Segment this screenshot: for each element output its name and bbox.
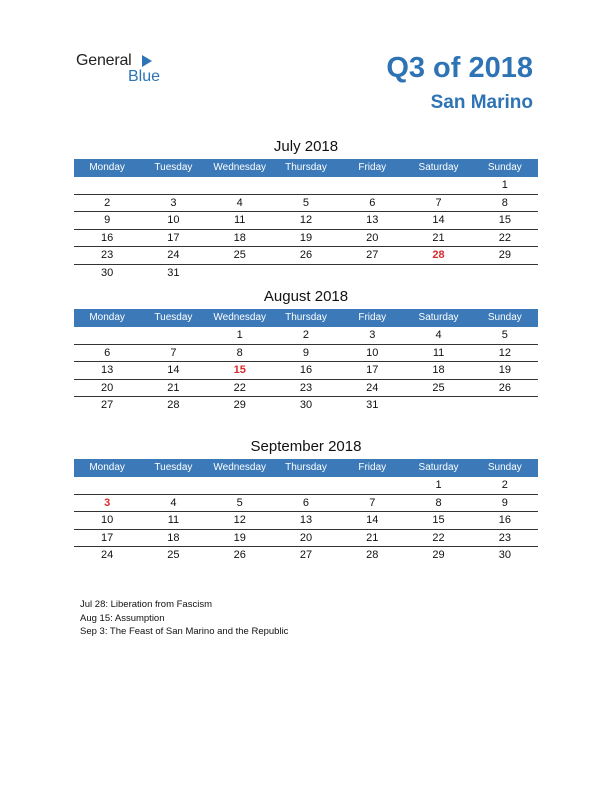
day-cell	[339, 177, 405, 194]
weekday-label: Saturday	[418, 312, 459, 323]
day-cell: 22	[432, 531, 445, 544]
day-cell: 8	[435, 496, 442, 509]
day-cell: 19	[299, 231, 313, 244]
day-cell: 21	[366, 531, 379, 544]
day-cell: 31	[366, 399, 379, 411]
day-cell: 23	[498, 531, 511, 544]
day-cell: 7	[369, 496, 376, 509]
day-cell: 5	[236, 496, 243, 509]
logo-text-general: General	[76, 52, 132, 69]
day-cell	[74, 477, 140, 494]
day-cell	[140, 477, 206, 494]
week-row	[74, 230, 538, 248]
day-cell: 13	[101, 364, 114, 376]
day-cell: 19	[498, 364, 511, 376]
weekday-label: Thursday	[285, 312, 327, 323]
day-cell: 10	[167, 214, 180, 226]
weekday-label: Monday	[89, 312, 125, 323]
day-cell: 17	[167, 231, 180, 244]
weekday-label: Monday	[89, 462, 125, 473]
day-cell	[140, 177, 206, 194]
weekday-label: Saturday	[418, 462, 459, 473]
page-title: Q3 of 2018	[386, 52, 533, 84]
day-cell: 29	[498, 249, 511, 261]
day-cell	[405, 265, 471, 283]
day-cell: 6	[369, 196, 376, 209]
day-cell	[405, 397, 471, 415]
weekday-label: Friday	[358, 162, 387, 173]
day-cell: 11	[233, 214, 246, 226]
day-cell: 20	[101, 381, 114, 394]
day-cell: 27	[299, 549, 313, 561]
weekday-header	[74, 159, 538, 177]
day-cell: 2	[501, 479, 508, 491]
day-cell: 30	[498, 549, 511, 561]
week-row	[74, 177, 538, 195]
day-cell: 15	[498, 214, 511, 226]
day-cell: 3	[104, 496, 111, 509]
country-name: San Marino	[430, 92, 533, 113]
day-cell: 18	[432, 364, 445, 376]
day-cell	[207, 177, 273, 194]
day-cell	[74, 327, 140, 344]
day-cell: 27	[366, 249, 379, 261]
day-cell: 20	[299, 531, 313, 544]
day-cell: 5	[501, 329, 508, 341]
day-cell: 21	[432, 231, 445, 244]
day-cell: 17	[366, 364, 379, 376]
day-cell: 16	[101, 231, 114, 244]
week-row	[74, 265, 538, 283]
day-cell: 3	[369, 329, 376, 341]
week-row	[74, 547, 538, 565]
day-cell: 7	[435, 196, 442, 209]
day-cell: 12	[233, 514, 246, 526]
weekday-label: Wednesday	[213, 312, 267, 323]
day-cell: 22	[233, 381, 246, 394]
day-cell: 21	[167, 381, 180, 394]
day-cell	[207, 477, 273, 494]
week-row	[74, 362, 538, 380]
day-cell: 23	[299, 381, 313, 394]
day-cell: 1	[435, 479, 442, 491]
day-cell: 17	[101, 531, 114, 544]
day-cell: 1	[501, 179, 508, 191]
day-cell: 10	[366, 346, 379, 359]
day-cell: 2	[302, 329, 310, 341]
holiday-note: Aug 15: Assumption	[80, 612, 165, 624]
weekday-label: Monday	[89, 162, 125, 173]
day-cell: 27	[101, 399, 114, 411]
day-cell	[207, 265, 273, 283]
week-row	[74, 380, 538, 398]
month-september	[74, 436, 538, 565]
week-row	[74, 212, 538, 230]
weekday-label: Tuesday	[154, 462, 193, 473]
day-cell: 26	[233, 549, 246, 561]
week-row	[74, 247, 538, 265]
logo-text-blue: Blue	[128, 68, 161, 85]
day-cell: 26	[299, 249, 313, 261]
day-cell: 6	[302, 496, 310, 509]
day-cell	[273, 265, 339, 283]
weekday-label: Sunday	[487, 162, 522, 173]
day-cell: 30	[101, 266, 114, 279]
month-title: August 2018	[263, 288, 349, 305]
day-cell	[140, 327, 206, 344]
week-row	[74, 397, 538, 415]
logo-flag-icon	[142, 55, 152, 67]
day-cell: 5	[302, 196, 310, 209]
month-july	[74, 136, 538, 282]
day-cell: 18	[167, 531, 180, 544]
weekday-label: Tuesday	[154, 312, 193, 323]
day-cell: 9	[501, 496, 508, 509]
day-cell: 16	[299, 364, 313, 376]
day-cell: 28	[167, 399, 180, 411]
weekday-label: Sunday	[487, 462, 522, 473]
day-cell: 8	[501, 196, 508, 209]
day-cell: 9	[302, 346, 310, 359]
day-cell: 30	[299, 399, 313, 411]
day-cell: 25	[233, 249, 246, 261]
day-cell: 4	[170, 496, 177, 509]
month-title: September 2018	[250, 438, 362, 455]
week-row	[74, 530, 538, 548]
day-cell: 24	[366, 381, 379, 394]
day-cell: 12	[498, 346, 511, 359]
day-cell: 15	[233, 364, 246, 376]
day-cell: 14	[432, 214, 445, 226]
day-cell: 4	[435, 329, 442, 341]
week-row	[74, 512, 538, 530]
weekday-label: Sunday	[487, 312, 522, 323]
day-cell: 22	[498, 231, 511, 244]
holiday-notes	[80, 598, 288, 639]
day-cell: 13	[299, 514, 313, 526]
weekday-label: Tuesday	[154, 162, 193, 173]
day-cell: 25	[167, 549, 180, 561]
day-cell	[405, 177, 471, 194]
day-cell: 23	[101, 249, 114, 261]
day-cell: 10	[101, 514, 114, 526]
day-cell: 11	[432, 346, 445, 359]
day-cell: 24	[101, 549, 114, 561]
day-cell: 1	[236, 329, 243, 341]
weekday-label: Friday	[358, 312, 387, 323]
day-cell	[339, 265, 405, 283]
day-cell	[472, 397, 538, 415]
month-title: July 2018	[273, 138, 339, 155]
day-cell: 28	[366, 549, 379, 561]
day-cell: 16	[498, 514, 511, 526]
day-cell: 15	[432, 514, 445, 526]
week-row	[74, 495, 538, 513]
day-cell: 9	[104, 214, 111, 226]
day-cell: 6	[104, 346, 111, 359]
day-cell: 13	[366, 214, 379, 226]
day-cell: 29	[233, 399, 246, 411]
day-cell: 14	[167, 364, 180, 376]
weekday-label: Wednesday	[213, 462, 267, 473]
day-cell: 18	[233, 231, 246, 244]
day-cell: 4	[236, 196, 243, 209]
day-cell: 2	[104, 196, 111, 209]
weekday-label: Thursday	[285, 462, 327, 473]
holiday-note: Jul 28: Liberation from Fascism	[80, 599, 212, 610]
week-row	[74, 195, 538, 213]
logo	[76, 52, 176, 88]
weekday-label: Thursday	[285, 162, 327, 173]
weekday-label: Saturday	[418, 162, 459, 173]
week-row	[74, 345, 538, 363]
day-cell: 3	[170, 196, 177, 209]
day-cell: 19	[233, 531, 246, 544]
day-cell	[472, 265, 538, 283]
week-row	[74, 327, 538, 345]
day-cell: 7	[170, 346, 177, 359]
day-cell: 20	[366, 231, 379, 244]
weekday-header	[74, 459, 538, 477]
day-cell: 29	[432, 549, 445, 561]
day-cell: 8	[236, 346, 243, 359]
day-cell	[273, 477, 339, 494]
day-cell: 28	[432, 249, 445, 261]
weekday-header	[74, 309, 538, 327]
day-cell: 25	[432, 381, 445, 394]
day-cell	[273, 177, 339, 194]
day-cell: 24	[167, 249, 180, 261]
day-cell: 14	[366, 514, 379, 526]
weekday-label: Friday	[358, 462, 387, 473]
week-row	[74, 477, 538, 495]
day-cell: 11	[167, 514, 180, 526]
day-cell: 26	[498, 381, 511, 394]
weekday-label: Wednesday	[213, 162, 267, 173]
day-cell: 12	[299, 214, 313, 226]
day-cell	[74, 177, 140, 194]
day-cell	[339, 477, 405, 494]
month-august	[74, 286, 538, 415]
day-cell: 31	[167, 266, 180, 279]
holiday-note: Sep 3: The Feast of San Marino and the Republic	[80, 626, 289, 637]
